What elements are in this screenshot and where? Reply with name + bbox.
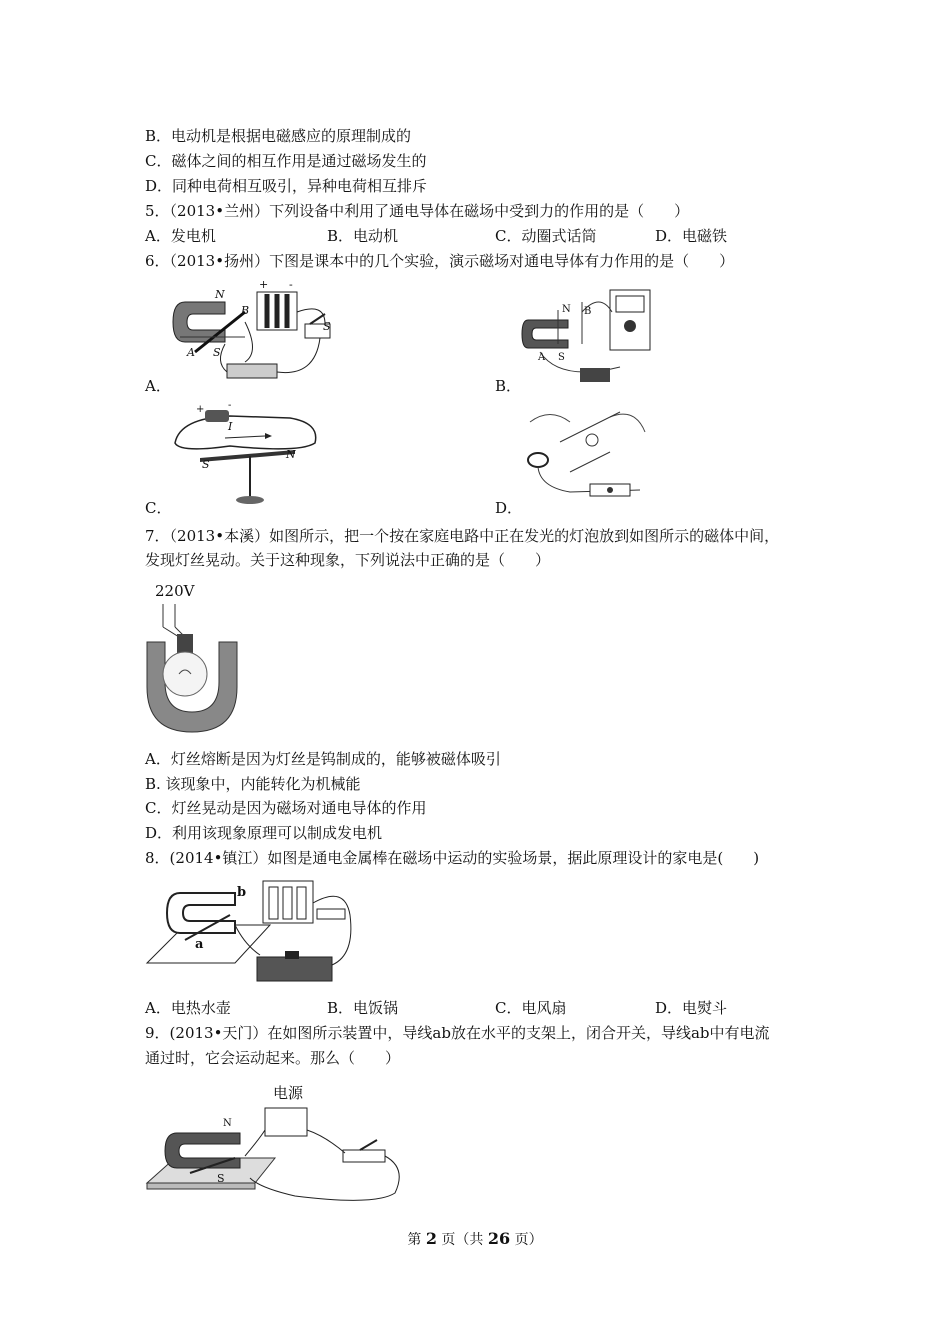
label-n: N xyxy=(223,1118,232,1129)
label-b: b xyxy=(237,885,247,900)
q7-stem-line1: 7．（2013•本溪）如图所示，把一个按在家庭电路中正在发光的灯泡放到如图所示的磁体中间， xyxy=(145,527,780,545)
q9-stem-line2: 通过时，它会运动起来。那么（ ） xyxy=(145,1049,401,1067)
q5-option-d: D．电磁铁 xyxy=(655,227,728,245)
q8-option-a: A．电热水壶 xyxy=(145,999,231,1017)
q6-option-a: A． xyxy=(145,377,171,395)
q6-option-b: B． xyxy=(495,377,522,395)
q7-option-d: D．利用该现象原理可以制成发电机 xyxy=(145,824,383,842)
q6-stem: 6．（2013•扬州）下图是课本中的几个实验，演示磁场对通电导体有力作用的是（ ） xyxy=(145,252,735,270)
page-footer xyxy=(0,1229,950,1249)
label-plus: + xyxy=(259,278,269,291)
q8-stem: 8．(2014•镇江）如图是通电金属棒在磁场中运动的实验场景，据此原理设计的家电是( ) xyxy=(145,849,760,867)
q9-stem-line1: 9．(2013•天门）在如图所示装置中，导线ab放在水平的支架上，闭合开关，导线ab中有电流 xyxy=(145,1024,770,1042)
q6-figure-a xyxy=(165,278,345,382)
label-s: S xyxy=(217,1172,225,1185)
q7-option-c: C．灯丝晃动是因为磁场对通电导体的作用 xyxy=(145,799,427,817)
q8-option-d: D．电熨斗 xyxy=(655,999,728,1017)
label-b: B xyxy=(584,306,592,317)
label-n: N xyxy=(215,288,225,301)
label-s-switch: S xyxy=(323,320,331,333)
label-b: B xyxy=(241,304,250,317)
label-n: N xyxy=(286,448,296,461)
label-s: S xyxy=(202,458,210,471)
q6-option-c: C． xyxy=(145,499,172,517)
q6-option-d: D． xyxy=(495,499,523,517)
q8-figure xyxy=(145,875,365,990)
q4-option-c: C．磁体之间的相互作用是通过磁场发生的 xyxy=(145,152,427,170)
q7-option-b: B. 该现象中，内能转化为机械能 xyxy=(145,775,361,793)
q9-figure xyxy=(145,1078,405,1208)
label-s: S xyxy=(213,346,221,359)
q6-figure-c xyxy=(170,398,330,508)
q8-option-b: B．电饭锅 xyxy=(327,999,399,1017)
q7-option-a: A．灯丝熔断是因为灯丝是钨制成的，能够被磁体吸引 xyxy=(145,750,501,768)
voltage-label: 220V xyxy=(155,582,195,600)
q7-figure xyxy=(145,582,240,737)
q8-option-c: C．电风扇 xyxy=(495,999,567,1017)
q7-stem-line2: 发现灯丝晃动。关于这种现象，下列说法中正确的是（ ） xyxy=(145,551,551,569)
label-n: N xyxy=(562,304,571,315)
footer-suffix: 页） xyxy=(510,1232,543,1248)
label-a: A xyxy=(187,346,195,359)
q4-option-b: B．电动机是根据电磁感应的原理制成的 xyxy=(145,127,412,145)
power-source-label: 电源 xyxy=(273,1084,304,1102)
current-page-number: 2 xyxy=(425,1229,437,1248)
q5-option-b: B．电动机 xyxy=(327,227,399,245)
label-a: A xyxy=(538,352,546,363)
label-minus: - xyxy=(289,278,293,291)
q6-figure-b xyxy=(520,282,660,387)
label-current: I xyxy=(228,420,233,433)
label-plus: + xyxy=(196,404,205,415)
footer-prefix: 第 xyxy=(407,1232,426,1248)
q4-option-d: D．同种电荷相互吸引，异种电荷相互排斥 xyxy=(145,177,428,195)
q5-stem: 5．（2013•兰州）下列设备中利用了通电导体在磁场中受到力的作用的是（ ） xyxy=(145,202,690,220)
label-minus: - xyxy=(228,400,232,411)
total-page-count: 26 xyxy=(487,1229,511,1248)
label-a: a xyxy=(195,937,204,952)
label-s: S xyxy=(558,352,565,363)
q5-option-c: C．动圈式话筒 xyxy=(495,227,597,245)
q6-figure-d xyxy=(520,402,660,502)
footer-middle: 页（共 xyxy=(436,1232,488,1248)
q5-option-a: A．发电机 xyxy=(145,227,216,245)
